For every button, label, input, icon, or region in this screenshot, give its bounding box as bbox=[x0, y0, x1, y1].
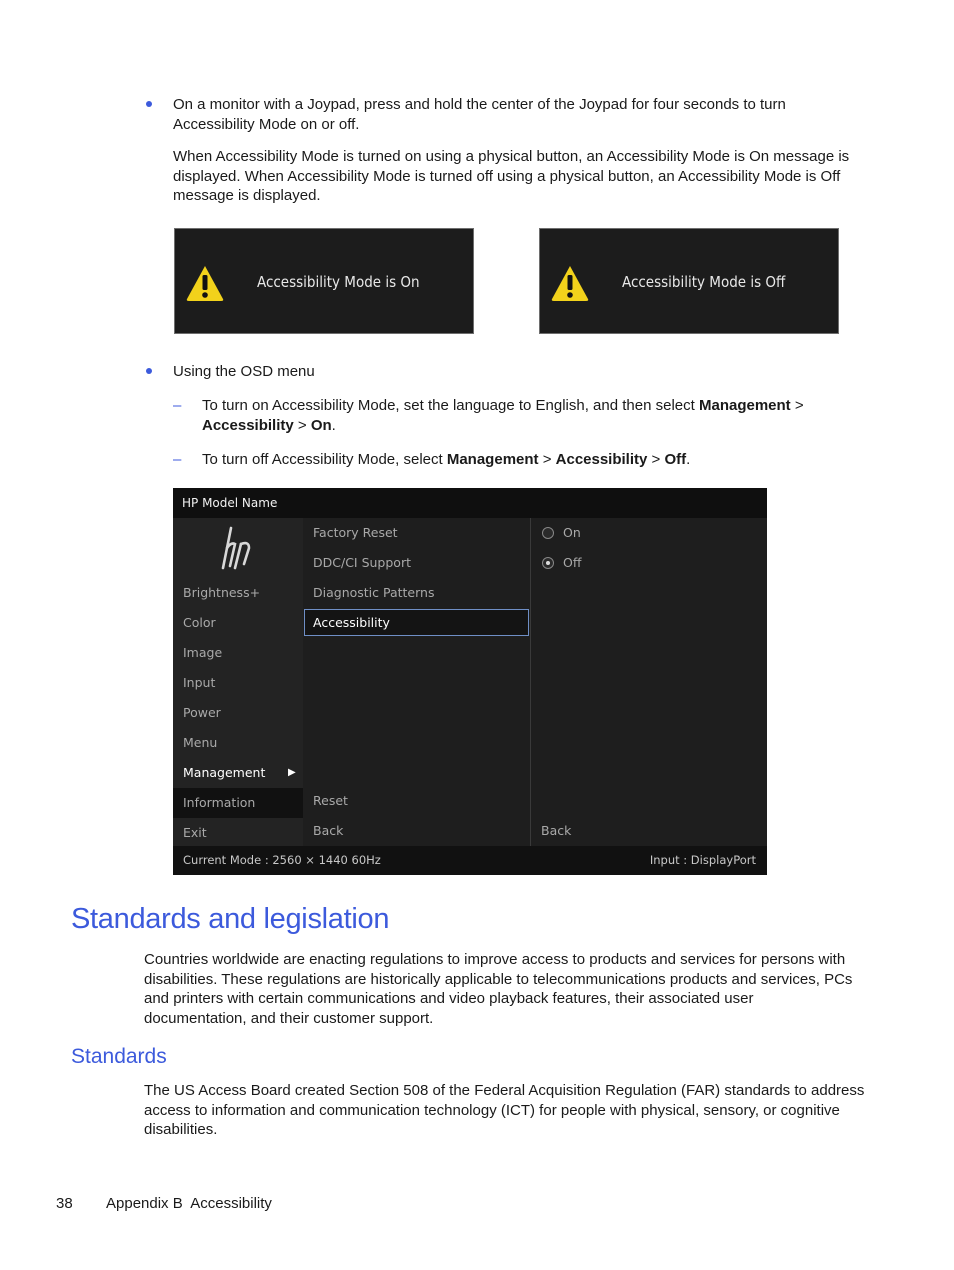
menu-item-menu[interactable]: Menu bbox=[183, 735, 218, 750]
ui-path-accessibility: Accessibility bbox=[202, 416, 294, 434]
page-number: 38 bbox=[56, 1195, 73, 1212]
ui-path-accessibility: Accessibility bbox=[555, 451, 648, 468]
current-mode: Current Mode : 2560 × 1440 60Hz bbox=[183, 853, 381, 867]
ui-path-on: On bbox=[310, 416, 332, 434]
menu-item-input[interactable]: Input bbox=[183, 675, 216, 690]
osd-step-on: To turn on Accessibility Mode, set the language to English, and then select Management > Accessibility > On. bbox=[202, 397, 804, 434]
hp-logo-icon bbox=[219, 524, 259, 572]
option-on[interactable]: On bbox=[563, 525, 581, 540]
submenu-back[interactable]: Back bbox=[313, 823, 344, 838]
osd-menu-intro: Using the OSD menu bbox=[173, 363, 315, 380]
radio-on[interactable] bbox=[542, 527, 554, 539]
menu-item-image[interactable]: Image bbox=[183, 645, 223, 660]
radio-off-selected[interactable] bbox=[542, 557, 554, 569]
standards-legislation-body: Countries worldwide are enacting regulations to improve access to products and services for persons with disabilities. These regulations are historically applicable to telecommunications products and services, PCs and printers with certain communications and video playback features, their associated user documentation, and their customer support. bbox=[144, 951, 853, 1027]
section-title-standards-legislation: Standards and legislation bbox=[71, 903, 390, 935]
joypad-instruction: On a monitor with a Joypad, press and hold the center of the Joypad for four seconds to turn Accessibility Mode on or off. bbox=[173, 96, 786, 133]
ui-path-management: Management bbox=[446, 451, 539, 468]
play-arrow-icon: ▶ bbox=[288, 767, 296, 778]
standards-body: The US Access Board created Section 508 of the Federal Acquisition Regulation (FAR) standards to address access to information and communication technology (ICT) for people with physical, sensory, or cognitive disabilities. bbox=[144, 1082, 865, 1138]
dash-marker: – bbox=[173, 397, 182, 414]
input-source: Input : DisplayPort bbox=[649, 853, 756, 867]
submenu-reset[interactable]: Reset bbox=[313, 793, 348, 808]
dash-marker: – bbox=[173, 451, 182, 468]
bullet-dot bbox=[146, 101, 152, 107]
options-back[interactable]: Back bbox=[541, 823, 572, 838]
menu-item-management[interactable]: Management bbox=[183, 765, 266, 780]
menu-item-exit[interactable]: Exit bbox=[183, 825, 207, 840]
chapter-title: Appendix B Accessibility bbox=[106, 1195, 272, 1212]
bullet-dot bbox=[146, 368, 152, 374]
menu-item-power[interactable]: Power bbox=[183, 705, 221, 720]
warning-icon bbox=[185, 264, 225, 302]
ui-path-management: Management bbox=[698, 397, 791, 414]
osd-status-bar bbox=[173, 846, 767, 875]
submenu-diagnostic-patterns[interactable]: Diagnostic Patterns bbox=[313, 585, 435, 600]
message-off-text: Accessibility Mode is Off bbox=[622, 273, 786, 291]
osd-submenu bbox=[303, 518, 531, 846]
ui-path-off: Off bbox=[664, 451, 687, 468]
menu-item-color[interactable]: Color bbox=[183, 615, 216, 630]
warning-icon bbox=[550, 264, 590, 302]
menu-item-information[interactable]: Information bbox=[183, 795, 256, 810]
osd-main-menu bbox=[173, 518, 303, 846]
submenu-accessibility[interactable]: Accessibility bbox=[313, 615, 390, 630]
osd-step-off: To turn off Accessibility Mode, select Management > Accessibility > Off. bbox=[202, 451, 691, 468]
osd-menu-screenshot bbox=[173, 488, 767, 875]
submenu-ddcci-support[interactable]: DDC/CI Support bbox=[313, 555, 411, 570]
section-title-standards: Standards bbox=[71, 1045, 167, 1068]
menu-item-brightness[interactable]: Brightness+ bbox=[183, 585, 261, 600]
message-off-screenshot bbox=[539, 228, 839, 334]
osd-title: HP Model Name bbox=[173, 488, 767, 518]
option-off[interactable]: Off bbox=[563, 555, 582, 570]
submenu-factory-reset[interactable]: Factory Reset bbox=[313, 525, 398, 540]
joypad-followup: When Accessibility Mode is turned on using a physical button, an Accessibility Mode is On message is displayed. When Accessibility Mode is turned off using a physical button, an Accessibility Mode is Off message is displayed. bbox=[173, 148, 850, 204]
osd-options bbox=[531, 518, 767, 846]
message-on-text: Accessibility Mode is On bbox=[257, 273, 420, 291]
message-on-screenshot bbox=[174, 228, 474, 334]
